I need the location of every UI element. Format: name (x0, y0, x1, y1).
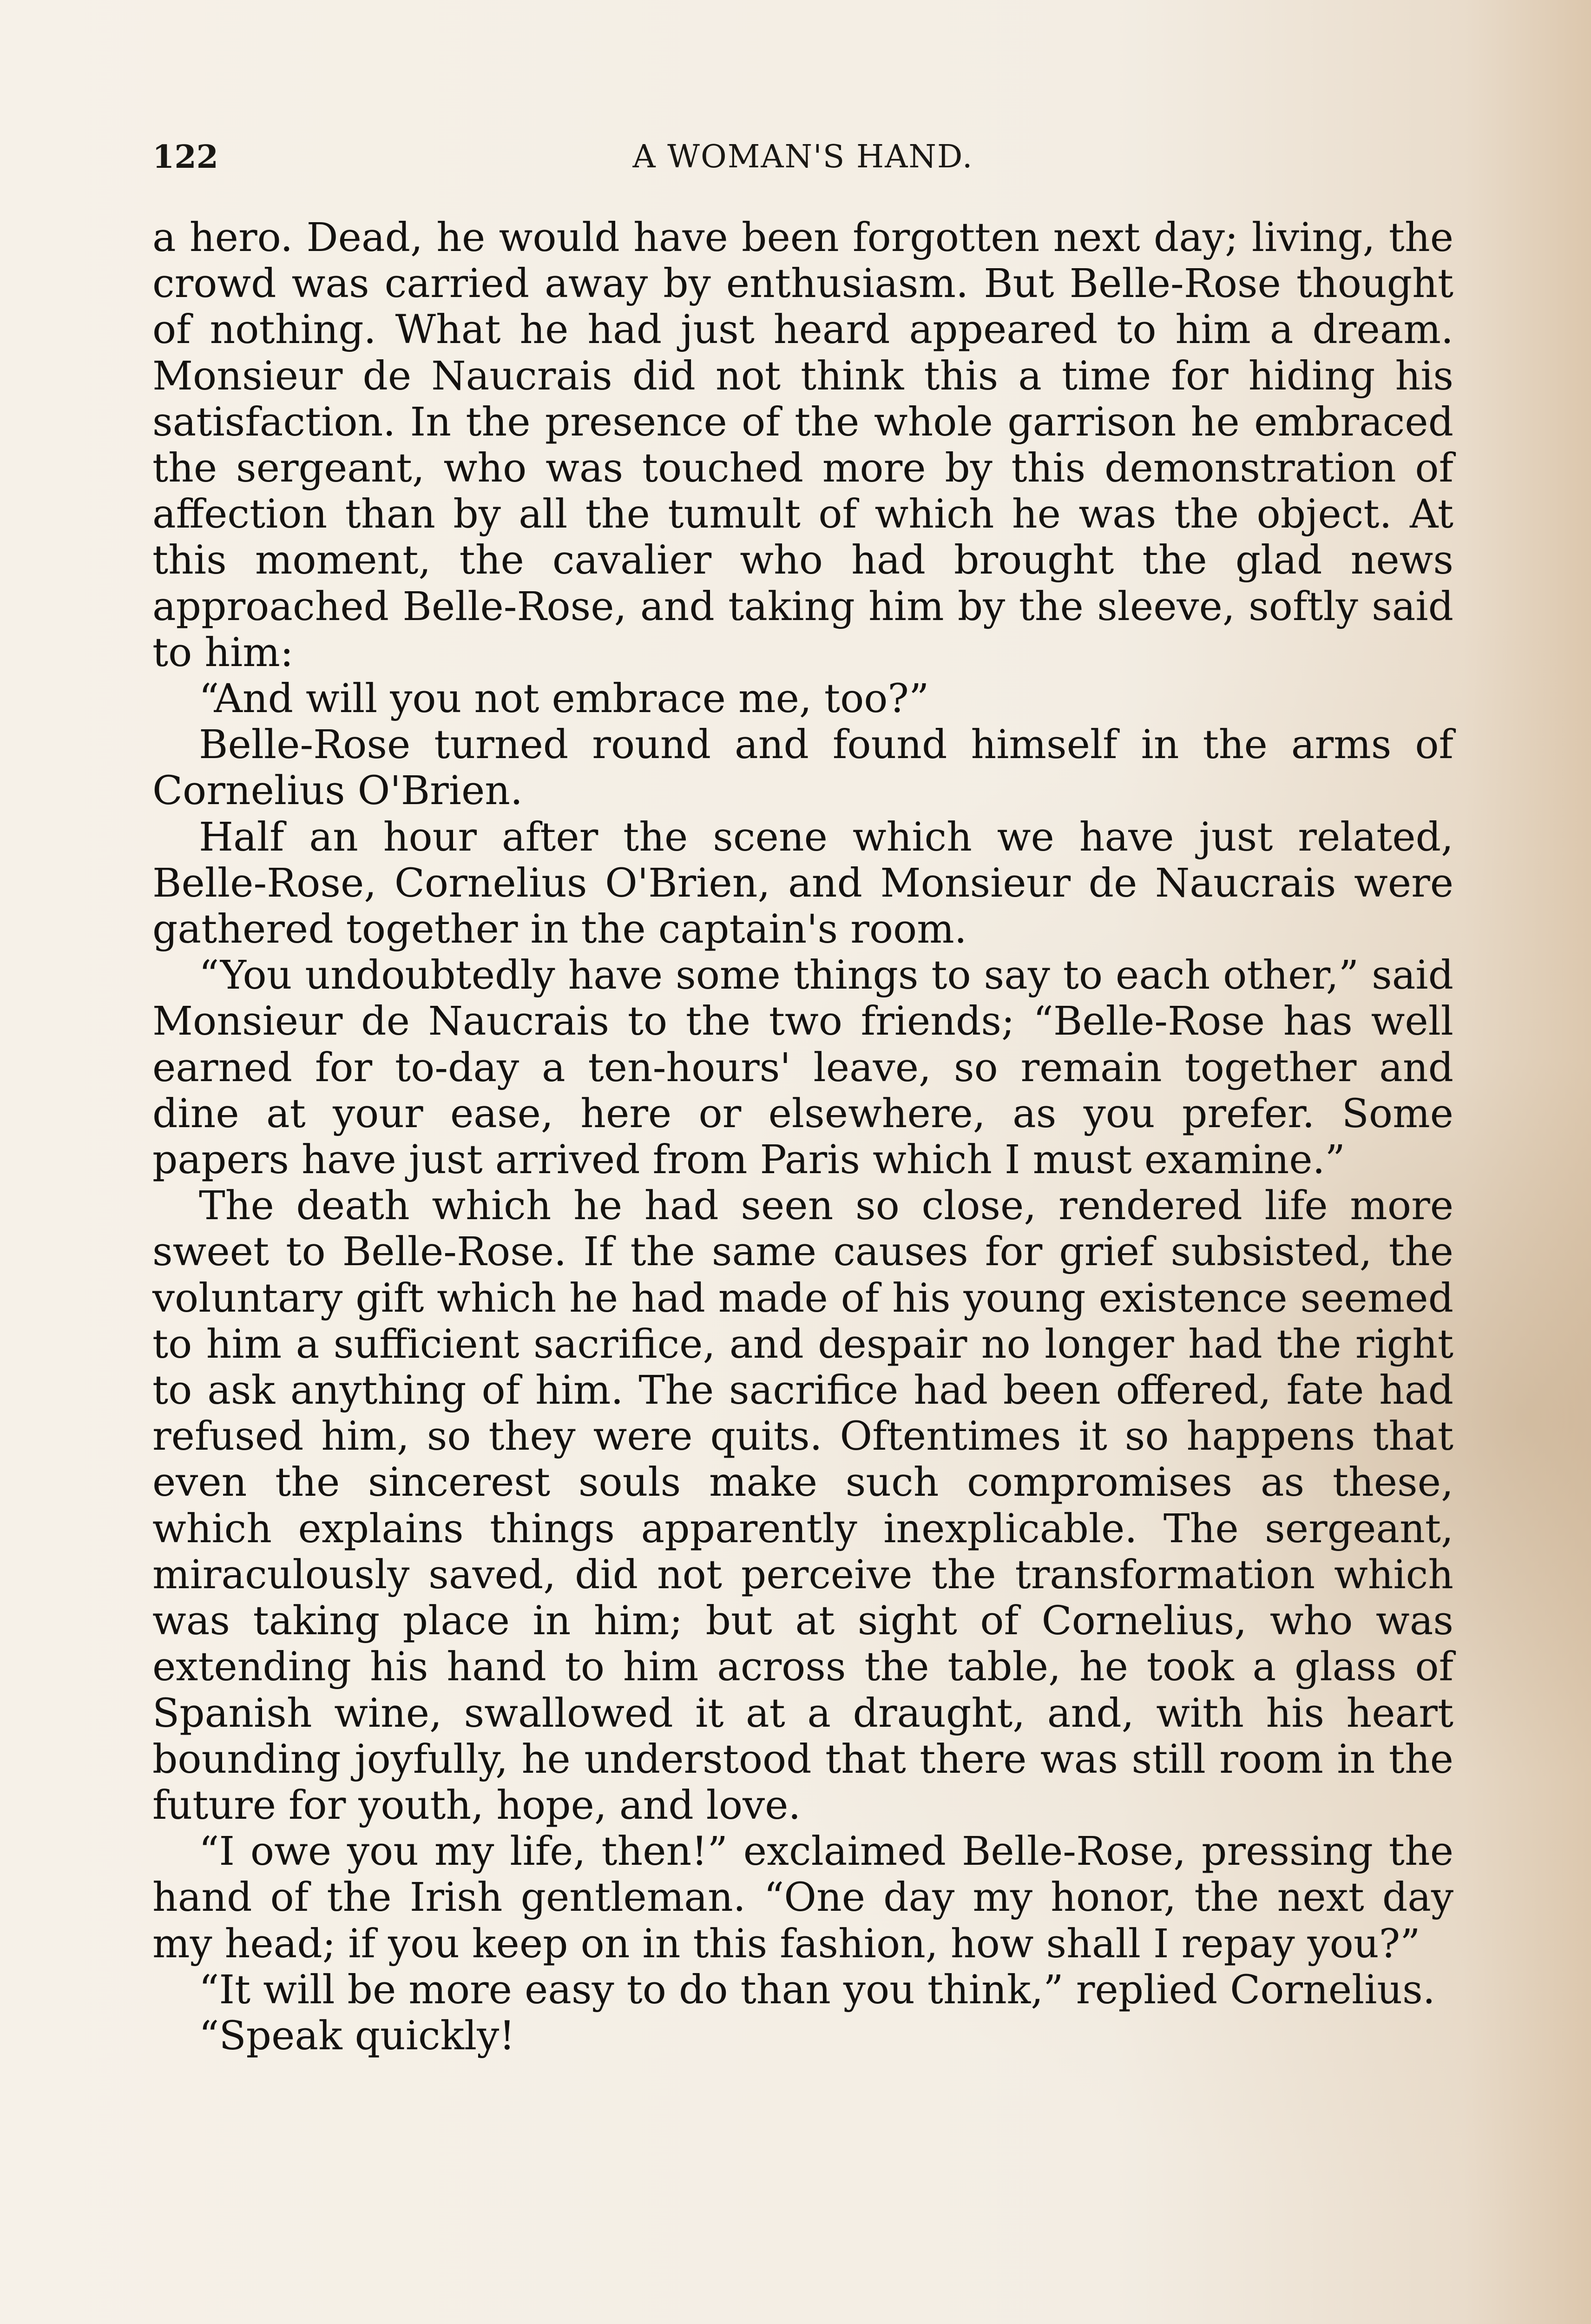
page-number: 122 (152, 139, 218, 176)
paragraph: “And will you not embrace me, too?” (199, 676, 929, 722)
paragraph: Half an hour after the scene which we have just related, Belle-Rose, Cornelius O'Brien, and Monsieur de Naucrais were gathered together in the captain's room. (152, 814, 1453, 953)
paragraph: “Speak quickly! (199, 2013, 515, 2059)
running-title: A WOMAN'S HAND. (632, 139, 973, 175)
paragraph: “I owe you my life, then!” exclaimed Belle-Rose, pressing the hand of the Irish gentleman. “One day my honor, the next day my head; if you keep on in this fashion, how shall I repay you?” (152, 1829, 1453, 1967)
paragraph: The death which he had seen so close, rendered life more sweet to Belle-Rose. If the same causes for grief subsisted, the voluntary gift which he had made of his young existence seemed to him a sufficient sacrifice, and despair no longer had the right to ask anything of him. The sacrifice had been offered, fate had refused him, so they were quits. Oftentimes it so happens that even the sincerest souls make such compromises as these, which explains things apparently inexplicable. The sergeant, miraculously saved, did not perceive the transformation which was taking place in him; but at sight of Cornelius, who was extending his hand to him across the table, he took a glass of Spanish wine, swallowed it at a draught, and, with his heart bounding joyfully, he understood that there was still room in the future for youth, hope, and love. (152, 1183, 1453, 1829)
paragraph: Belle-Rose turned round and found himself in the arms of Cornelius O'Brien. (152, 722, 1453, 814)
paragraph-continued: a hero. Dead, he would have been forgotten next day; living, the crowd was carried away by enthusiasm. But Belle-Rose thought of nothing. What he had just heard appeared to him a dream. Monsieur de Naucrais did not think this a time for hiding his satisfaction. In the presence of the whole garrison he embraced the sergeant, who was touched more by this demonstration of affection than by all the tumult of which he was the object. At this moment, the cavalier who had brought the glad news approached Belle-Rose, and taking him by the sleeve, softly said to him: (152, 215, 1453, 676)
body-text (152, 215, 1453, 2059)
paragraph: “You undoubtedly have some things to say to each other,” said Monsieur de Naucrais to the two friends; “Belle-Rose has well earned for to-day a ten-hours' leave, so remain together and dine at your ease, here or elsewhere, as you prefer. Some papers have just arrived from Paris which I must examine.” (152, 952, 1453, 1183)
paragraph: “It will be more easy to do than you think,” replied Cornelius. (199, 1967, 1435, 2013)
running-head (152, 139, 1453, 190)
